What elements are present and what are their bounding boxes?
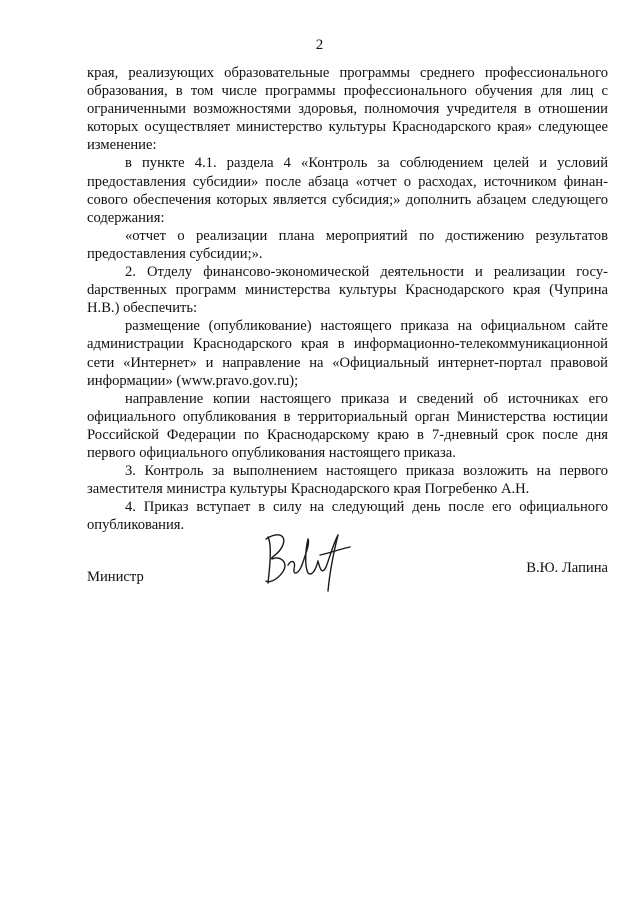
page-number: 2 xyxy=(315,37,324,53)
document-body xyxy=(87,64,608,534)
paragraph-3: «отчет о реализации плана мероприятий по достижению результатов предоставления субсидии;». xyxy=(87,227,608,262)
signatory-role: Министр xyxy=(87,569,144,585)
paragraph-7: 3. Контроль за выполнением настоящего приказа возложить на первого заместителя министра культуры Краснодарского края Погребенко А.Н. xyxy=(87,463,608,498)
paragraph-6: направление копии настоящего приказа и сведений об источниках его официального опубликования в территориальный орган Министерства юстиции Российской Федерации по Краснодарскому краю в 7-дневный срок после дня первого официального опубликования настоящего приказа. xyxy=(87,390,608,461)
paragraph-1: края, реализующих образовательные программы среднего профессионального образования, в том числе программы профессионального обучения для лиц с ограниченными возможностями здоровья, полномочия учредителя в отношении которых осуществляет министерство культуры Краснодарского края» следующее изменение: xyxy=(87,65,608,154)
paragraph-8: 4. Приказ вступает в силу на следующий день после его официального опубликования. xyxy=(87,499,608,534)
paragraph-2: в пункте 4.1. раздела 4 «Контроль за соблюдением целей и условий предоставления субсидии» после абзаца «отчет о расходах, источником финансового обеспечения которых является субсидия;» дополнить абзацем следующего содержания: xyxy=(87,155,608,226)
paragraph-5: размещение (опубликование) настоящего приказа на официальном сайте администрации Краснодарского края в информационно-телекоммуникационной сети «Интернет» и направление на «Официальный интернет-портал правовой информации» (www.pravo.gov.ru); xyxy=(87,318,608,389)
signature-block xyxy=(0,525,639,605)
handwritten-signature-icon xyxy=(258,525,358,600)
paragraph-4: 2. Отделу финансово-экономической деятельности и реализации госуdарственных программ министерства культуры Краснодарского края (Чуприна Н.В.) обеспечить: xyxy=(87,264,608,317)
signatory-name: В.Ю. Лапина xyxy=(526,560,608,576)
